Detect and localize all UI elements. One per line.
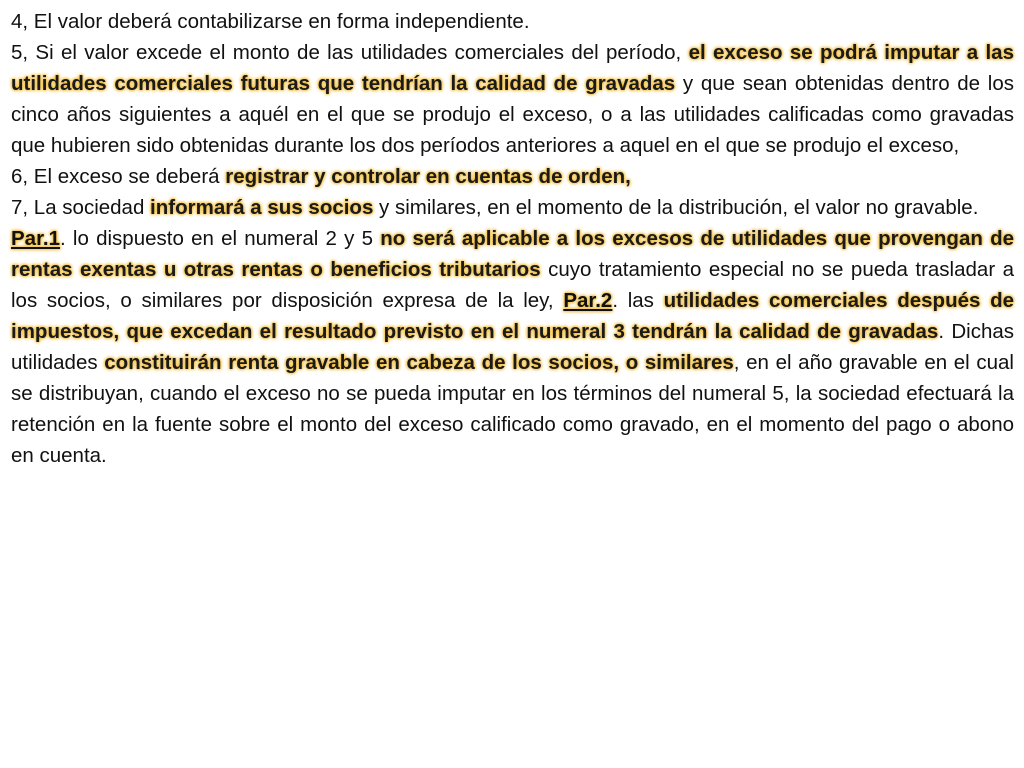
paragraph-numeral-4 [11,6,1014,37]
par-1-highlight: no será aplicable a los excesos de utilidades que provengan de rentas exentas u otras rentas o beneficios tributarios [11,227,1015,281]
par-2-text-dichas: . Dichas utilidades [11,320,1015,374]
numeral-7-rest: y similares, en el momento de la distribución, el valor no gravable. [373,196,979,219]
numeral-7-highlight: informará a sus socios [150,196,374,219]
paragraph-paragrafos [11,223,1014,471]
par-1-label: Par.1 [11,227,61,250]
numeral-5-rest: y que sean obtenidas dentro de los cinco años siguientes a aquél en el que se produjo el exceso, o a las utilidades calificadas como gravadas que hubieren sido obtenidas durante los dos períodos anteriores a aquel en el que se produjo el exceso, [11,72,1014,157]
paragraph-numeral-7 [11,192,1014,223]
par-1-rest: cuyo tratamiento especial no se pueda trasladar a los socios, o similares por disposición expresa de la ley, [11,258,1015,312]
par-1-text: . lo dispuesto en el numeral 2 y 5 [60,227,381,250]
numeral-6-highlight: registrar y controlar en cuentas de orden, [225,165,631,188]
par-2-highlight-utilidades: utilidades comerciales después de impuestos, que excedan el resultado previsto en el numeral 3 tendrán la calidad de gravadas [11,289,1015,343]
numeral-4-text: 4, El valor deberá contabilizarse en forma independiente. [11,10,530,33]
numeral-5-highlight: el exceso se podrá imputar a las utilidades comerciales futuras que tendrían la calidad de gravadas [11,41,1014,95]
par-2-label: Par.2 [563,289,613,312]
paragraph-numeral-5 [11,37,1014,161]
numeral-6-intro: 6, El exceso se deberá [11,165,226,188]
par-2-highlight-renta: constituirán renta gravable en cabeza de los socios, o similares [104,351,734,374]
par-2-text: . las [612,289,664,312]
paragraph-numeral-6 [11,161,1014,192]
numeral-5-intro: 5, Si el valor excede el monto de las utilidades comerciales del período, [11,41,689,64]
par-2-rest: , en el año gravable en el cual se distribuyan, cuando el exceso no se pueda imputar en los términos del numeral 5, la sociedad efectuará la retención en la fuente sobre el monto del exceso calificado como gravado, en el momento del pago o abono en cuenta. [11,351,1014,467]
numeral-7-intro: 7, La sociedad [11,196,151,219]
document-body [11,6,1014,471]
